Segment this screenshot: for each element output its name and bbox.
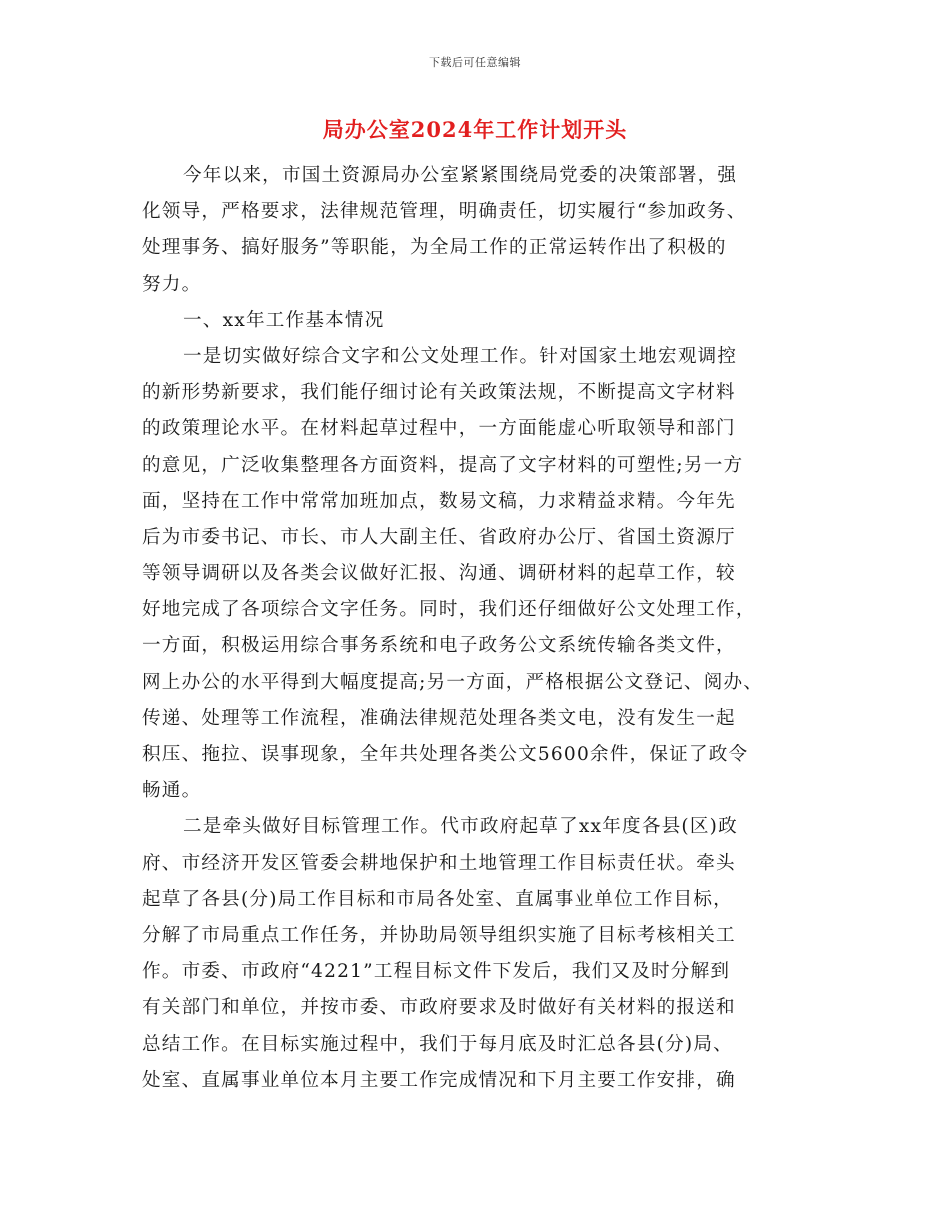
body-line: 有关部门和单位，并按市委、市政府要求及时做好有关材料的报送和	[142, 997, 736, 1019]
body-line: 的新形势新要求，我们能仔细讨论有关政策法规，不断提高文字材料	[142, 382, 736, 404]
body-line: 二是牵头做好目标管理工作。代市政府起草了xx年度各县(区)政	[183, 816, 738, 838]
body-line: 后为市委书记、市长、市人大副主任、省政府办公厅、省国土资源厅	[142, 526, 736, 548]
body-line: 积压、拖拉、误事现象，全年共处理各类公文5600余件，保证了政令	[142, 744, 749, 765]
body-line: 总结工作。在目标实施过程中，我们于每月底及时汇总各县(分)局、	[142, 1033, 733, 1055]
body-line: 起草了各县(分)局工作目标和市局各处室、直属事业单位工作目标，	[142, 888, 733, 910]
body-line: 好地完成了各项综合文字任务。同时，我们还仔细做好公文处理工作，	[142, 599, 756, 621]
body-line: 的意见，广泛收集整理各方面资料，提高了文字材料的可塑性;另一方	[142, 454, 744, 476]
body-line: 今年以来，市国土资源局办公室紧紧围绕局党委的决策部署，强	[183, 165, 738, 186]
body-line: 处室、直属事业单位本月主要工作完成情况和下月主要工作安排，确	[142, 1069, 736, 1091]
body-line: 分解了市局重点工作任务，并协助局领导组织实施了目标考核相关工	[142, 924, 736, 946]
header-note: 下载后可任意编辑	[429, 56, 521, 69]
body-line: 作。市委、市政府“4221”工程目标文件下发后，我们又及时分解到	[142, 961, 731, 983]
document-title: 局办公室2024年工作计划开头	[322, 117, 628, 142]
body-line: 畅通。	[142, 780, 202, 802]
body-line: 努力。	[142, 273, 202, 295]
body-line: 处理事务、搞好服务”等职能，为全局工作的正常运转作出了积极的	[142, 237, 727, 259]
document-body	[142, 158, 814, 1099]
body-line: 等领导调研以及各类会议做好汇报、沟通、调研材料的起草工作，较	[142, 563, 736, 585]
body-line: 面，坚持在工作中常常加班加点，数易文稿，力求精益求精。今年先	[142, 490, 736, 512]
body-line: 一、xx年工作基本情况	[183, 309, 385, 331]
body-line: 一是切实做好综合文字和公文处理工作。针对国家土地宏观调控	[183, 345, 738, 367]
body-line: 府、市经济开发区管委会耕地保护和土地管理工作目标责任状。牵头	[142, 852, 736, 874]
body-line: 化领导，严格要求，法律规范管理，明确责任，切实履行“参加政务、	[142, 201, 747, 223]
body-line: 一方面，积极运用综合事务系统和电子政务公文系统传输各类文件，	[142, 635, 736, 657]
body-line: 传递、处理等工作流程，准确法律规范处理各类文电，没有发生一起	[142, 707, 736, 729]
body-line: 的政策理论水平。在材料起草过程中，一方面能虚心听取领导和部门	[142, 418, 736, 440]
body-line: 网上办公的水平得到大幅度提高;另一方面，严格根据公文登记、阅办、	[142, 671, 764, 693]
